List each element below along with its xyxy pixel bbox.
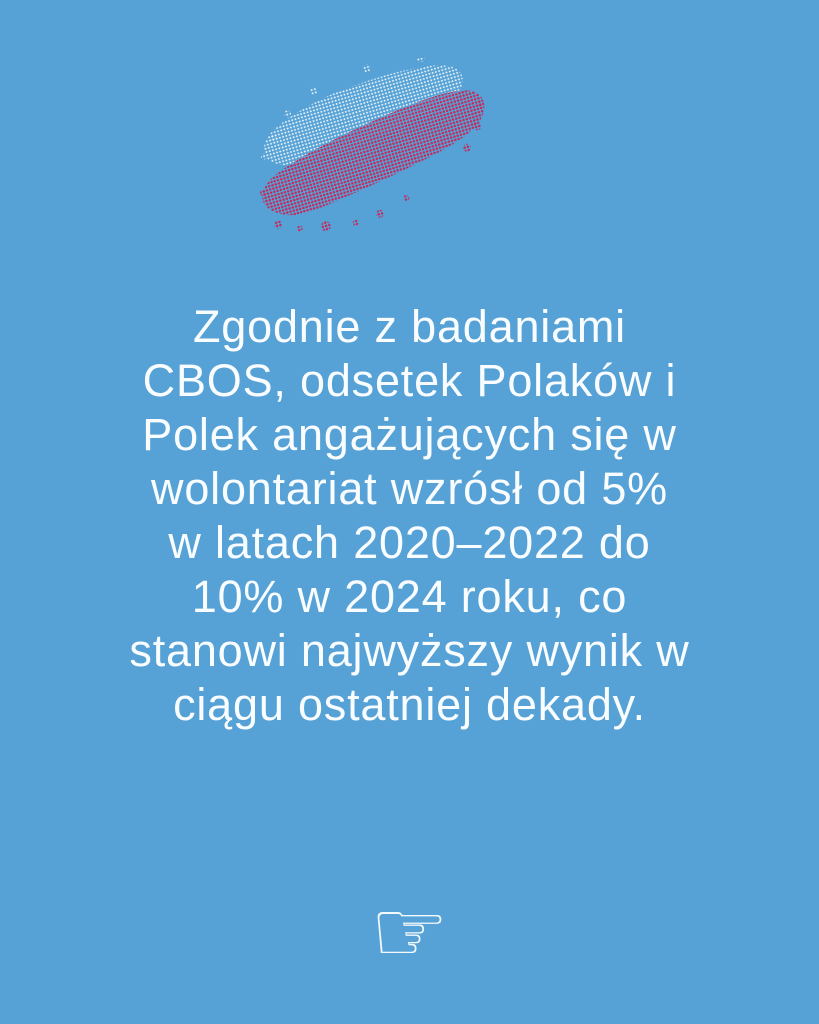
statement-text <box>50 300 770 732</box>
pointing-hand-icon: ☞ <box>370 880 449 983</box>
footer <box>0 880 819 983</box>
text-line: Polek angażujących się w <box>142 409 677 460</box>
text-line: Zgodnie z badaniami <box>193 301 626 352</box>
text-line: wolontariat wzrósł od 5% <box>151 463 668 514</box>
poland-flag-brushstroke-icon <box>238 58 500 236</box>
text-line: ciągu ostatniej dekady. <box>173 679 646 730</box>
text-line: 10% w 2024 roku, co <box>191 571 628 622</box>
text-line: CBOS, odsetek Polaków i <box>142 355 677 406</box>
text-line: w latach 2020–2022 do <box>168 517 651 568</box>
text-line: stanowi najwyższy wynik w <box>129 625 690 676</box>
